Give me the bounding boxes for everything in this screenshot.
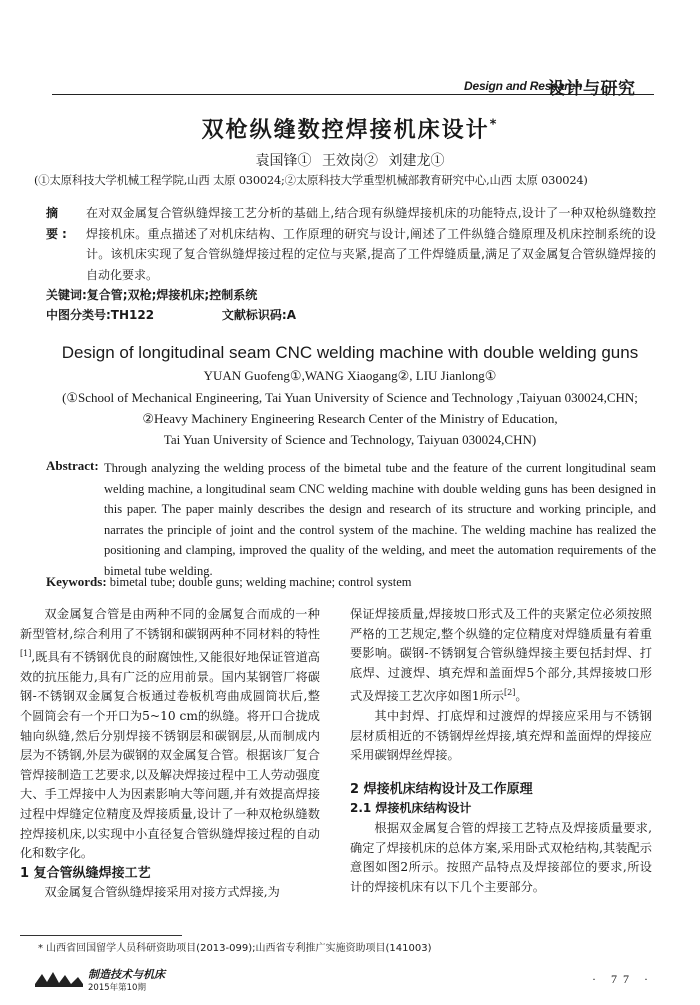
- paper-title: 双枪纵缝数控焊接机床设计*: [201, 117, 499, 143]
- title-footnote-mark: *: [489, 117, 499, 133]
- section-header-chinese: 设计与研究: [548, 79, 636, 99]
- affiliation-english-line3: Tai Yuan University of Science and Technology, Taiyuan 030024,CHN): [163, 432, 537, 447]
- section-heading-1: 1 复合管纵缝焊接工艺: [20, 865, 151, 881]
- section-heading-2: 2 焊接机床结构设计及工作原理: [350, 781, 533, 797]
- citation-ref: [1]: [20, 649, 32, 659]
- abstract-english-text: Through analyzing the welding process of the bimetal tube and the feature of the current longitudinal seam welding machine, a longitudinal seam CNC welding machine with double welding guns has been designed in this paper. The paper mainly describes the design and research of its structure and working principle, and narrates the principle of joint and the control system of the machine. The welding machine has realized the positioning and clamping, improved the quality of the welding, and meet the automation requirements of the bimetal tube welding.: [104, 461, 656, 578]
- section-header-english: Design and Research: [464, 79, 583, 93]
- keywords-english: [46, 574, 411, 590]
- paragraph: 根据双金属复合管的焊接工艺特点及焊接质量要求,确定了焊接机床的总体方案,采用卧式双枪结构,其装配示意图如图2所示。按照产品特点及焊接部位的要求,所设计的焊接机床有以下几个主要部分。: [350, 821, 652, 894]
- footnote-rule: [20, 935, 182, 936]
- paragraph: 双金属复合管纵缝焊接采用对接方式焊接,为: [44, 885, 280, 900]
- journal-issue: 2015年第10期: [88, 983, 146, 993]
- journal-logo: [34, 966, 244, 996]
- keywords-chinese: 关键词:复合管;双枪;焊接机床;控制系统: [46, 288, 258, 302]
- document-code: 文献标识码:A: [221, 308, 296, 322]
- citation-ref: [2]: [504, 688, 516, 698]
- page-number: · 77 ·: [592, 972, 654, 986]
- abstract-english-label: Abstract:: [46, 458, 99, 473]
- abstract-chinese-text: 在对双金属复合管纵缝焊接工艺分析的基础上,结合现有纵缝焊接机床的功能特点,设计了一种双枪纵缝数控焊接机床。重点描述了对机床结构、工作原理的研究与设计,阐述了工件纵缝合缝原理及机床控制系统的设计。该机床实现了复合管纵缝焊接过程的定位与夹紧,提高了工件焊缝质量,满足了双金属复合管纵缝焊接的自动化要求。: [86, 206, 656, 282]
- footnote: * 山西省回国留学人员科研资助项目(2013-099);山西省专利推广实施资助项目(141003): [38, 943, 432, 954]
- abstract-chinese-label: 摘 要:: [46, 206, 71, 241]
- authors-english: YUAN Guofeng①,WANG Xiaogang②, LIU Jianlong①: [203, 368, 497, 383]
- affiliation-chinese: (①太原科技大学机械工程学院,山西 太原 030024;②太原科技大学重型机械部教育研究中心,山西 太原 030024): [34, 173, 588, 187]
- keywords-english-label: Keywords:: [46, 574, 107, 589]
- affiliation-english-line1: (①School of Mechanical Engineering, Tai Yuan University of Science and Technology ,Taiyuan 030024,CHN;: [62, 390, 638, 405]
- journal-logo-icon: [34, 968, 84, 992]
- subsection-heading-2-1: 2.1 焊接机床结构设计: [350, 801, 472, 816]
- paragraph: 保证焊接质量,焊接坡口形式及工件的夹紧定位必须按照严格的工艺规定,整个纵缝的定位精度对焊缝质量有着重要影响。碳钢-不锈钢复合管纵缝焊接主要包括封焊、打底焊、过渡焊、填充焊和盖面焊5个部分,其焊接坡口形式及焊接工艺次序如图1所示[2]。: [350, 607, 652, 704]
- classification-chinese: [46, 305, 656, 326]
- paragraph: 其中封焊、打底焊和过渡焊的焊接应采用与不锈钢层材质相近的不锈钢焊丝焊接,填充焊和盖面焊的焊接应采用碳钢焊丝焊接。: [350, 709, 652, 763]
- class-number: 中图分类号:TH122: [46, 308, 155, 322]
- keywords-english-text: bimetal tube; double guns; welding machine; control system: [109, 575, 412, 589]
- affiliation-english-line2: ②Heavy Machinery Engineering Research Center of the Ministry of Education,: [142, 411, 558, 426]
- authors-chinese: 袁国锋① 王效岗② 刘建龙①: [255, 153, 445, 169]
- paper-title-english: Design of longitudinal seam CNC welding machine with double welding guns: [61, 343, 639, 362]
- journal-name: 制造技术与机床: [88, 968, 165, 981]
- body-column-left: [20, 605, 320, 903]
- paragraph: 双金属复合管是由两种不同的金属复合而成的一种新型管材,综合利用了不锈钢和碳钢两种不同材料的特性[1],既具有不锈钢优良的耐腐蚀性,又能很好地保证管道高效的抗压能力,具有广泛的应用前景。国内某钢管厂将碳钢-不锈钢双金属复合板通过卷板机弯曲成圆筒状后,整个圆筒会有一个开口为5~10 cm的纵缝。将开口合拢成轴向纵缝,然后分别焊接不锈钢层和碳钢层,从而制成内层为不锈钢,外层为碳钢的双金属复合管。根据该厂复合管焊接制造工艺要求,以及解决焊接过程中工人劳动强度大、手工焊接中人为因素影响大等问题,并有效提高焊接过程中焊缝定位精度及焊接质量,设计了一种双枪纵缝数控焊接机床,以实现中小直径复合管纵缝焊接过程的自动化和数字化。: [20, 607, 320, 861]
- body-column-right: [350, 605, 652, 897]
